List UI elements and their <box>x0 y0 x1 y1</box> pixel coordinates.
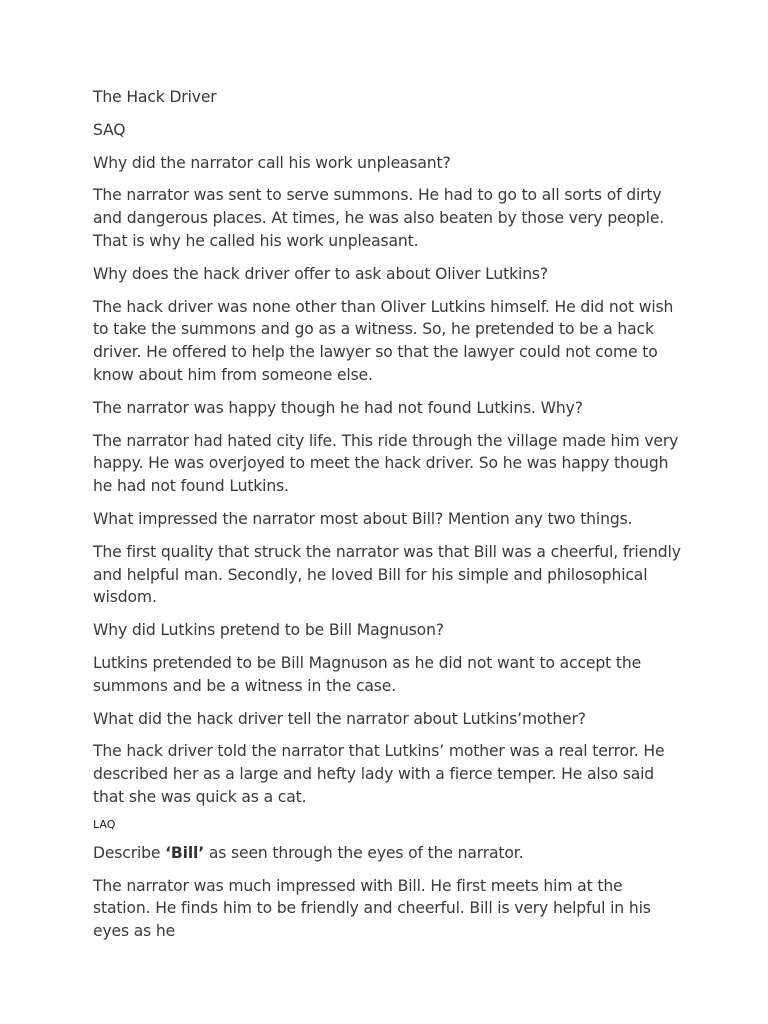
section-heading-saq: SAQ <box>93 120 126 139</box>
saq-answer-2: The hack driver was none other than Oliver Lutkins himself. He did not wish to take the summons and go as a witness. So, he pretended to be a hack driver. He offered to help the lawyer so that the lawyer could not come to know about him from someone else. <box>93 297 674 384</box>
laq-question <box>93 842 683 865</box>
saq-answer-4: The first quality that struck the narrator was that Bill was a cheerful, friendly and helpful man. Secondly, he loved Bill for his simple and philosophical wisdom. <box>93 542 681 607</box>
saq-question-1: Why did the narrator call his work unpleasant? <box>93 153 451 172</box>
laq-answer: The narrator was much impressed with Bill. He first meets him at the station. He finds him to be friendly and cheerful. Bill is very helpful in his eyes as he <box>93 876 651 941</box>
saq-question-4: What impressed the narrator most about Bill? Mention any two things. <box>93 509 633 528</box>
saq-answer-5: Lutkins pretended to be Bill Magnuson as he did not want to accept the summons and be a witness in the case. <box>93 653 642 695</box>
saq-answer-1: The narrator was sent to serve summons. He had to go to all sorts of dirty and dangerous places. At times, he was also beaten by those very people. That is why he called his work unpleasant. <box>93 186 665 250</box>
laq-question-prefix: Describe <box>93 843 166 862</box>
laq-question-bold: ‘Bill’ <box>165 843 205 862</box>
saq-question-3: The narrator was happy though he had not found Lutkins. Why? <box>93 398 583 417</box>
saq-answer-3: The narrator had hated city life. This ride through the village made him very happy. He was overjoyed to meet the hack driver. So he was happy though he had not found Lutkins. <box>93 431 679 496</box>
saq-question-5: Why did Lutkins pretend to be Bill Magnuson? <box>93 621 444 640</box>
laq-question-suffix: as seen through the eyes of the narrator. <box>204 843 524 862</box>
document-page <box>93 86 683 953</box>
section-heading-laq: LAQ <box>93 817 116 831</box>
document-title: The Hack Driver <box>93 88 217 106</box>
saq-question-6: What did the hack driver tell the narrator about Lutkins’mother? <box>93 709 586 728</box>
saq-answer-6: The hack driver told the narrator that Lutkins’ mother was a real terror. He described her as a large and hefty lady with a fierce temper. He also said that she was quick as a cat. <box>93 742 665 806</box>
saq-question-2: Why does the hack driver offer to ask about Oliver Lutkins? <box>93 264 549 283</box>
